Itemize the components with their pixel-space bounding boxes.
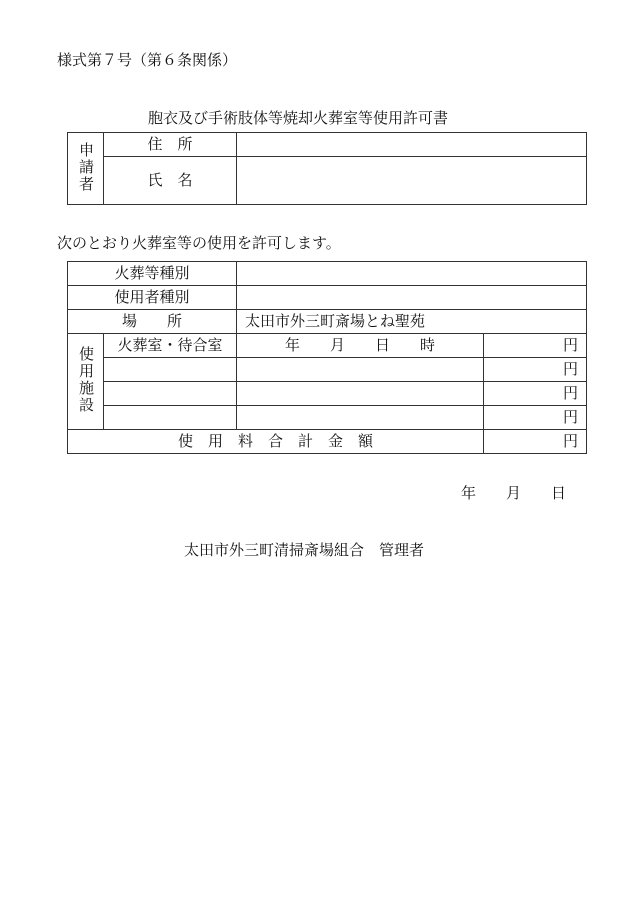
address-field[interactable]	[237, 133, 587, 157]
facility-name[interactable]	[104, 382, 237, 406]
facility-name[interactable]	[104, 358, 237, 382]
cremation-type-field[interactable]	[237, 262, 587, 286]
facility-name: 火葬室・待合室	[104, 334, 237, 358]
total-label: 使 用 料 合 計 金 額	[68, 430, 484, 454]
facility-datetime[interactable]	[237, 406, 484, 430]
issuer: 太田市外三町清掃斎場組合 管理者	[184, 541, 425, 559]
facility-yen[interactable]: 円	[484, 406, 587, 430]
facility-yen[interactable]: 円	[484, 334, 587, 358]
date-line: 年 月 日	[461, 484, 567, 502]
total-yen[interactable]: 円	[484, 430, 587, 454]
usage-table	[67, 261, 587, 454]
facility-name[interactable]	[104, 406, 237, 430]
permission-text: 次のとおり火葬室等の使用を許可します。	[57, 234, 341, 252]
form-number: 様式第７号（第６条関係）	[57, 51, 238, 69]
facility-datetime[interactable]	[237, 358, 484, 382]
applicant-table	[67, 132, 587, 205]
name-label: 氏 名	[104, 157, 237, 205]
place-value: 太田市外三町斎場とね聖苑	[237, 310, 587, 334]
facility-yen[interactable]: 円	[484, 382, 587, 406]
applicant-group-label: 申請者	[68, 133, 104, 205]
user-type-field[interactable]	[237, 286, 587, 310]
facility-datetime[interactable]: 年 月 日 時	[237, 334, 484, 358]
user-type-label: 使用者種別	[68, 286, 237, 310]
facility-yen[interactable]: 円	[484, 358, 587, 382]
cremation-type-label: 火葬等種別	[68, 262, 237, 286]
document-title: 胞衣及び手術肢体等焼却火葬室等使用許可書	[148, 109, 449, 127]
address-label: 住 所	[104, 133, 237, 157]
place-label: 場 所	[68, 310, 237, 334]
facility-group-label: 使用施設	[68, 334, 104, 430]
name-field[interactable]	[237, 157, 587, 205]
facility-datetime[interactable]	[237, 382, 484, 406]
